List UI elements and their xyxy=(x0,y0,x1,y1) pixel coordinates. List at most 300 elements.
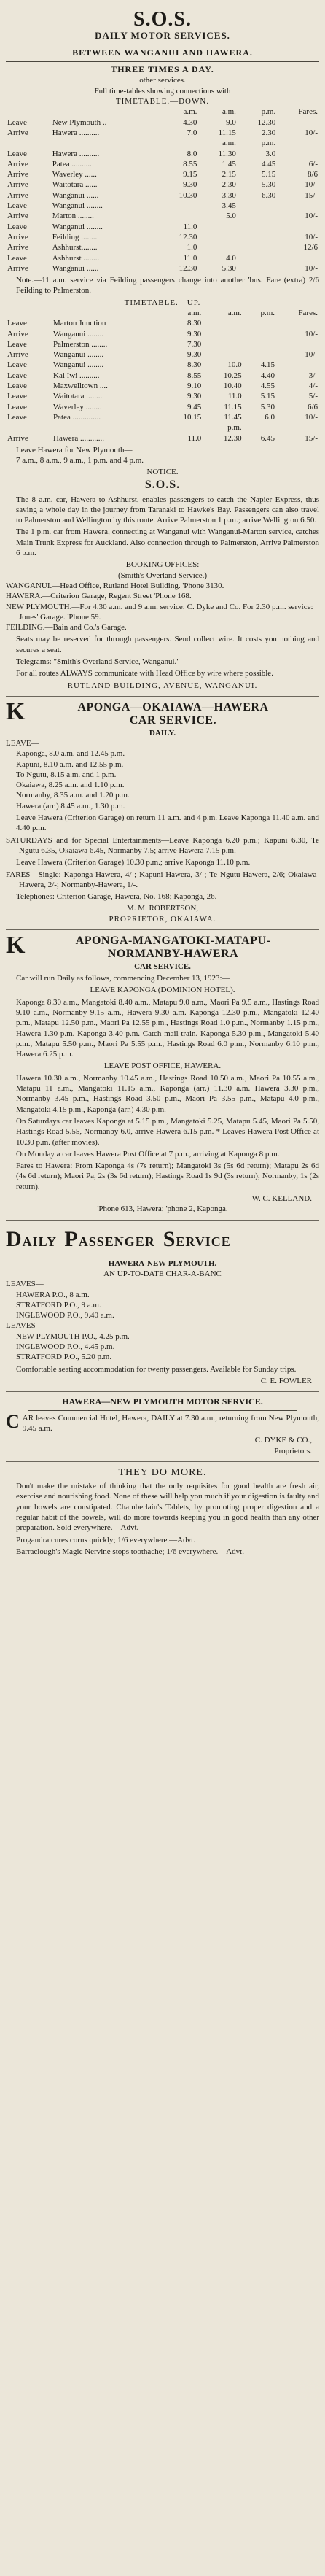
table-cell xyxy=(203,329,243,339)
kaponga-owner: M. M. ROBERTSON, xyxy=(126,904,199,913)
list-item: Normanby, 8.35 a.m. and 1.20 p.m. xyxy=(16,791,130,800)
table-cell: Arrive xyxy=(7,180,28,190)
table-row xyxy=(6,263,319,274)
they-advert xyxy=(6,1462,319,1563)
hnp-cap: C xyxy=(6,1410,20,1432)
table-cell: Feilding ........ xyxy=(52,232,98,241)
list-item: INGLEWOOD P.O., 9.40 a.m. xyxy=(16,1311,114,1320)
table-row xyxy=(6,138,319,148)
table-cell: Arrive xyxy=(7,329,28,339)
table-cell: Leave xyxy=(7,412,27,422)
table-cell: Leave xyxy=(7,382,27,391)
dps-list-1 xyxy=(6,1290,319,1321)
table-row xyxy=(6,412,319,422)
table-cell xyxy=(203,349,243,360)
table-cell: 11.0 xyxy=(187,433,202,443)
table-cell: 3.45 xyxy=(222,201,236,211)
table-cell: 10.15 xyxy=(183,412,202,422)
table-cell: Ashhurst........ xyxy=(52,243,98,252)
table-cell: Arrive xyxy=(7,350,28,360)
table-cell: 3.0 xyxy=(265,149,276,158)
kaponga-title xyxy=(6,697,319,728)
list-item: WANGANUI.—Head Office, Rutland Hotel Building. 'Phone 3130. xyxy=(6,581,224,590)
table-cell: 8.55 xyxy=(183,159,197,169)
table-cell xyxy=(277,222,319,232)
table-cell: 10/- xyxy=(305,329,318,339)
table-row xyxy=(6,232,319,242)
table-cell: 1.0 xyxy=(187,243,197,252)
sos-down-block3 xyxy=(6,201,319,222)
sos-telegrams: Telegrams: "Smith's Overland Service, Wanganui." xyxy=(16,657,180,666)
they-title: THEY DO MORE. xyxy=(118,1466,207,1478)
table-cell: 8.30 xyxy=(187,319,202,328)
table-cell: 9.45 xyxy=(187,402,202,411)
table-cell: 10/- xyxy=(305,212,318,221)
divider xyxy=(28,1410,297,1411)
sos-routes-text: For all routes ALWAYS communicate with Head Office by wire where possible. xyxy=(16,669,273,678)
table-cell xyxy=(276,360,319,370)
table-cell: Waitotara ........ xyxy=(53,392,103,401)
dps-title xyxy=(6,1225,319,1253)
sos-booking-header: BOOKING OFFICES: xyxy=(125,560,200,570)
table-cell: Arrive xyxy=(7,433,28,443)
dps-route: HAWERA-NEW PLYMOUTH. xyxy=(108,1258,217,1268)
table-cell: 10/- xyxy=(305,263,318,273)
table-cell xyxy=(276,318,319,328)
sos-other: other services. xyxy=(139,76,186,85)
table-cell: 10/- xyxy=(305,128,318,137)
table-cell: 3/- xyxy=(308,371,318,380)
table-cell: 9.30 xyxy=(187,329,202,339)
table-cell: 4.30 xyxy=(183,117,197,127)
table-cell: 11.30 xyxy=(218,149,236,158)
table-cell: 5.0 xyxy=(226,212,236,221)
table-cell: Leave xyxy=(7,117,27,127)
table-cell: Wanganui ........ xyxy=(53,329,104,339)
table-cell: Arrive xyxy=(7,232,28,241)
table-cell: Patea .............. xyxy=(53,412,101,422)
table-cell: 8.30 xyxy=(187,360,202,370)
kaponga-saturdays-2: Leave Hawera (Criterion Garage) 10.30 p.m.; arrive Kaponga 11.10 p.m. xyxy=(16,858,251,867)
table-cell: 7.30 xyxy=(187,339,202,349)
table-cell: Marton ........ xyxy=(52,212,94,221)
table-cell xyxy=(277,117,319,128)
kaponga-leave-2: Leave Hawera (Criterion Garage) on return 11 a.m. and 4 p.m. Leave Kaponga 11.40 a.m. and 4.40 p.m. xyxy=(16,813,319,833)
sos-up-last: Leave Hawera for New Plymouth— 7 a.m., 8 a.m., 9 a.m., 1 p.m. and 4 p.m. xyxy=(16,445,144,465)
table-cell: Leave xyxy=(7,360,27,370)
sos-title-2: S.O.S. xyxy=(144,478,181,491)
table-cell: 5.30 xyxy=(222,263,236,273)
table-cell xyxy=(277,149,319,159)
table-cell: Wanganui ........ xyxy=(52,201,103,211)
table-cell xyxy=(243,318,276,328)
list-item: Okaiawa, 8.25 a.m. and 1.10 p.m. xyxy=(16,781,125,790)
sos-up-block1 xyxy=(6,318,319,339)
table-cell xyxy=(159,201,198,211)
kaponga-leave: LEAVE— xyxy=(6,738,39,748)
table-cell: Marton Junction xyxy=(53,319,106,328)
table-cell: 10.0 xyxy=(227,360,242,370)
kaponga-daily: DAILY. xyxy=(149,728,176,738)
table-cell: 2.15 xyxy=(222,170,236,179)
kmm-phone: 'Phone 613, Hawera; 'phone 2, Kaponga. xyxy=(97,1204,228,1214)
table-cell: 10/- xyxy=(305,412,318,422)
table-cell xyxy=(159,138,198,148)
table-cell: Arrive xyxy=(7,128,28,137)
they-progandra: Progandra cures corns quickly; 1/6 everywhere.—Advt. xyxy=(16,1535,195,1544)
dps-aily: AILY xyxy=(22,1234,57,1249)
list-item: INGLEWOOD P.O., 4.45 p.m. xyxy=(16,1342,115,1351)
table-cell: 11.15 xyxy=(218,128,236,137)
list-item: NEW PLYMOUTH P.O., 4.25 p.m. xyxy=(16,1331,130,1341)
dps-owner: C. E. FOWLER xyxy=(260,1376,312,1385)
sos-booking-sub: (Smith's Overland Service.) xyxy=(117,570,208,580)
table-cell: 2.30 xyxy=(222,180,236,190)
sos-subtitle: DAILY MOTOR SERVICES. xyxy=(95,30,230,42)
sos-booking-text: Seats may be reserved for through passengers. Send collect wire. It costs you nothing and secures a seat. xyxy=(16,635,319,654)
sos-down-block4 xyxy=(6,222,319,253)
table-cell: Waitotara ...... xyxy=(52,180,98,190)
table-cell: p.m. xyxy=(261,107,276,117)
table-cell: 11.45 xyxy=(224,412,242,422)
table-cell: 9.30 xyxy=(187,350,202,360)
table-cell: 8.0 xyxy=(187,149,197,158)
sos-route: BETWEEN WANGANUI AND HAWERA. xyxy=(72,47,253,58)
table-cell xyxy=(159,211,198,221)
table-cell xyxy=(198,242,238,252)
table-cell: 9.0 xyxy=(226,117,236,127)
sos-down-block1 xyxy=(6,117,319,149)
hnp-owner: C. DYKE & CO., xyxy=(254,1436,312,1445)
table-cell: 5.30 xyxy=(261,180,276,190)
table-cell xyxy=(238,232,277,242)
dps-leaves-1: LEAVES— xyxy=(6,1280,44,1289)
kmm-leave-post: LEAVE POST OFFICE, HAWERA. xyxy=(103,1061,222,1071)
table-cell xyxy=(277,253,319,263)
list-item: Hawera (arr.) 8.45 a.m., 1.30 p.m. xyxy=(16,801,125,811)
kmm-dropcap: K xyxy=(6,932,26,959)
table-cell xyxy=(243,349,276,360)
table-cell: p.m. xyxy=(227,423,242,433)
table-cell xyxy=(243,329,276,339)
sos-advert xyxy=(6,4,319,697)
sos-booking-list xyxy=(6,581,319,633)
table-cell: Wanganui ...... xyxy=(52,263,99,273)
table-cell: 10/- xyxy=(305,350,318,360)
table-cell xyxy=(52,422,162,433)
sos-up-block2 xyxy=(6,339,319,360)
table-cell: 4.40 xyxy=(260,371,275,380)
they-text: Don't make the mistake of thinking that the only requisites for good health are fresh air, exercise and nourishing food. None of these will help you much if your digestion is faulty and your bowels are constipated. Chamberlain's Tablets, by promoting proper digestion and a regular habit of the bowels, will do more towards keeping you in good health than any other preparation. Sold everywhere.—Advt. xyxy=(16,1482,319,1533)
table-cell xyxy=(203,339,243,349)
table-cell: Palmerston ........ xyxy=(53,339,108,349)
kmm-monday: On Monday a car leaves Hawera Post Office at 7 p.m., arriving at Kaponga 8 p.m. xyxy=(16,1149,280,1159)
table-cell: 6.30 xyxy=(261,190,276,200)
table-cell: Hawera .......... xyxy=(52,128,100,137)
table-cell: p.m. xyxy=(260,309,275,317)
sos-down-header: TIMETABLE.—DOWN. xyxy=(115,97,210,107)
kmm-car-service: CAR SERVICE. xyxy=(134,962,191,971)
table-row xyxy=(6,190,319,201)
table-cell: Leave xyxy=(7,319,27,328)
table-cell: a.m. xyxy=(222,107,236,117)
table-row xyxy=(6,179,319,190)
table-cell: 5.15 xyxy=(261,170,276,179)
table-cell: p.m. xyxy=(261,139,276,148)
table-row xyxy=(6,253,319,263)
table-cell: Leave xyxy=(7,201,27,211)
table-cell xyxy=(162,422,203,433)
table-cell: Leave xyxy=(7,222,27,231)
hnp-body xyxy=(6,1410,319,1434)
table-cell: 4.45 xyxy=(261,159,276,169)
table-cell xyxy=(238,222,277,232)
divider xyxy=(6,61,319,62)
dps-assenger: ASSENGER xyxy=(78,1234,155,1249)
kmm-title-text: APONGA-MANGATOKI-MATAPU- xyxy=(75,935,271,948)
sos-title: S.O.S. xyxy=(133,8,192,31)
table-cell: 8.55 xyxy=(187,371,202,380)
kaponga-advert xyxy=(6,697,319,930)
kmm-title-2: NORMANBY-HAWERA xyxy=(107,948,239,961)
table-cell: Fares. xyxy=(298,107,318,117)
sos-down-note: Note.—11 a.m. service via Feilding passengers change into another 'bus. Fare (extra) 2/6 Feilding to Palmerston. xyxy=(16,276,319,295)
table-row xyxy=(6,242,319,252)
table-cell: Hawera .......... xyxy=(52,149,100,158)
table-cell xyxy=(51,138,159,148)
dps-s: S xyxy=(162,1226,176,1251)
dps-advert xyxy=(6,1221,319,1393)
table-cell: 4.0 xyxy=(226,253,236,263)
table-cell: 2.30 xyxy=(261,128,276,137)
table-row xyxy=(6,371,319,381)
table-cell xyxy=(6,422,52,433)
list-item: To Ngutu, 8.15 a.m. and 1 p.m. xyxy=(16,770,117,779)
sos-notice-heading: NOTICE. xyxy=(146,468,179,477)
table-cell xyxy=(51,107,159,117)
table-row xyxy=(6,391,319,401)
list-item: STRATFORD P.O., 5.20 p.m. xyxy=(16,1353,112,1362)
kaponga-title-2: CAR SERVICE. xyxy=(129,714,217,727)
kmm-leave-post-text: Hawera 10.30 a.m., Normanby 10.45 a.m., Hastings Road 10.50 a.m., Maori Pa 10.55 a.m., Matapu 11 a.m., Mangatoki 11.15 a.m., Kaponga (arr.) 11.30 a.m. Hawera 3.30 p.m., Normanby 3.45 p.m., Hastings Road 3.50 p.m., Maori Pa 3.55 p.m., Matapu 4.0 p.m., Mangatoki 4.15 p.m., Kaponga (arr.) 4.30 p.m. xyxy=(16,1073,319,1114)
kmm-owner: W. C. KELLAND. xyxy=(251,1194,312,1204)
table-cell: Waverley ........ xyxy=(53,402,102,411)
table-row xyxy=(6,107,319,117)
table-cell: 10/- xyxy=(305,232,318,241)
table-row xyxy=(6,149,319,159)
table-cell: Leave xyxy=(7,149,27,158)
table-cell: 15/- xyxy=(305,190,318,200)
table-cell xyxy=(277,201,319,211)
list-item: NEW PLYMOUTH.—For 4.30 a.m. and 9 a.m. service: C. Dyke and Co. For 2.30 p.m. service: Jones' Garage. 'Phone 59. xyxy=(6,602,313,622)
sos-up-table xyxy=(6,308,319,444)
hnp-proprietors: Proprietors. xyxy=(274,1446,312,1455)
kmm-leave-text: Kaponga 8.30 a.m., Mangatoki 8.40 a.m., Matapu 9.0 a.m., Maori Pa 9.5 a.m., Hastings Road 9.10 a.m., Normanby 9.15 a.m., Hawera 9.30 a.m. Kaponga 12.30 p.m., Mangatoki 12.40 p.m., Matapu 12.50 p.m., Maori Pa 12.55 p.m., Hastings Road 1.0 p.m., Normanby 1.15 p.m., Hawera 1.30 p.m. Kaponga 3.40 p.m. Catch mail train. Kaponga 5.30 p.m., Mangatoki 5.40 p.m., Matapu 5.50 p.m., Maori Pa 5.55 p.m., Hastings Road 6.0 p.m., Normanby 6.10 p.m., Hawera 6.25 p.m. xyxy=(16,997,319,1059)
dps-list-2 xyxy=(6,1331,319,1363)
table-cell: Arrive xyxy=(7,159,28,169)
table-row xyxy=(6,402,319,412)
table-row xyxy=(6,117,319,128)
table-cell: 6.0 xyxy=(265,412,275,422)
table-cell: 10.40 xyxy=(223,382,242,391)
table-cell: 11.0 xyxy=(183,222,197,231)
table-cell: a.m. xyxy=(183,107,197,117)
table-cell xyxy=(238,201,277,211)
table-row xyxy=(6,329,319,339)
table-cell: Leave xyxy=(7,371,27,380)
table-cell: Patea .......... xyxy=(52,159,92,169)
table-cell: 12/6 xyxy=(303,243,318,252)
table-cell: Leave xyxy=(7,392,27,401)
table-cell: 6/- xyxy=(308,159,318,169)
table-cell: Kai Iwi .......... xyxy=(53,371,100,380)
table-cell: 4.55 xyxy=(260,382,275,391)
table-cell: 11.0 xyxy=(227,392,242,401)
sos-notice-text: The 8 a.m. car, Hawera to Ashhurst, enables passengers to catch the Napier Express, thus saving a whole day in the journey from Taranaki to Hawke's Bay. Passengers can also travel to Palmerston and Wellington by this route. Arrive Palmerston 1 p.m.; arrive Wellington 6.50. xyxy=(16,495,319,525)
kmm-fares: Fares to Hawera: From Kaponga 4s (7s return); Mangatoki 3s (5s 6d return); Matapu 2s 6d (4s 6d return); Maori Pa, 2s (3s 6d return); Hastings Road 1s 9d (3s return); Normanby, 1s (2s return). xyxy=(16,1161,319,1191)
table-cell: 5.15 xyxy=(260,392,275,401)
table-cell xyxy=(276,339,319,349)
table-cell: 4.15 xyxy=(260,360,275,370)
table-cell xyxy=(243,422,276,433)
table-cell: 4/- xyxy=(308,382,318,391)
table-cell: a.m. xyxy=(187,309,202,317)
sos-up-header: TIMETABLE.—UP. xyxy=(124,298,201,307)
table-cell: 9.10 xyxy=(187,382,202,391)
table-row xyxy=(6,381,319,391)
dps-ervice: ERVICE xyxy=(176,1234,231,1249)
table-cell xyxy=(238,211,277,221)
table-cell xyxy=(238,263,277,274)
table-cell: 6.45 xyxy=(260,433,275,443)
sos-up-block3 xyxy=(6,360,319,443)
kaponga-list xyxy=(6,749,319,811)
table-cell: a.m. xyxy=(222,139,236,148)
table-cell: Arrive xyxy=(7,212,28,221)
table-cell: 6/6 xyxy=(307,402,318,411)
table-cell xyxy=(6,107,51,117)
kaponga-dropcap: K xyxy=(6,697,26,725)
table-cell: 12.30 xyxy=(179,263,197,273)
table-row xyxy=(6,318,319,328)
table-cell: 7.0 xyxy=(187,128,197,137)
kmm-title xyxy=(6,932,319,962)
table-cell: Wanganui ........ xyxy=(53,360,104,370)
sos-down-block2 xyxy=(6,149,319,201)
table-cell xyxy=(6,138,51,148)
table-row xyxy=(6,211,319,221)
sos-frequency: THREE TIMES A DAY. xyxy=(111,63,214,74)
table-row xyxy=(6,360,319,370)
list-item: FEILDING.—Bain and Co.'s Garage. xyxy=(6,623,127,633)
table-row xyxy=(6,433,319,444)
table-cell: Arrive xyxy=(7,190,28,200)
table-cell: New Plymouth .. xyxy=(52,117,107,127)
table-cell: 9.30 xyxy=(183,180,197,190)
table-cell xyxy=(198,222,238,232)
table-row xyxy=(6,201,319,211)
sos-timetables-note: Full time-tables showing connections with xyxy=(94,86,231,96)
dps-comfort: Comfortable seating accommodation for twenty passengers. Available for Sunday trips. xyxy=(16,1364,297,1374)
table-cell: Maxwelltown .... xyxy=(53,382,108,391)
table-cell: 10.30 xyxy=(179,190,197,200)
table-cell: 5/- xyxy=(308,392,318,401)
table-cell: Wanganui ........ xyxy=(53,350,104,360)
table-cell: 9.30 xyxy=(187,392,202,401)
table-cell: Wanganui ........ xyxy=(52,222,103,231)
table-cell: 12.30 xyxy=(223,433,242,443)
sos-down-cols xyxy=(6,107,319,117)
sos-down-block5 xyxy=(6,253,319,274)
table-cell: 15/- xyxy=(305,433,318,443)
sos-up-cols xyxy=(6,308,319,318)
table-cell: a.m. xyxy=(227,309,242,317)
table-cell: Arrive xyxy=(7,170,28,179)
table-cell: Wanganui ...... xyxy=(52,190,99,200)
dps-leaves-2: LEAVES— xyxy=(6,1321,44,1331)
table-cell: 11.15 xyxy=(224,402,242,411)
table-cell: Arrive xyxy=(7,243,28,252)
table-row xyxy=(6,222,319,232)
table-cell: Fares. xyxy=(298,309,318,317)
hnp-advert xyxy=(6,1392,319,1462)
table-row xyxy=(6,169,319,179)
table-cell: Leave xyxy=(7,339,27,349)
list-item: HAWERA P.O., 8 a.m. xyxy=(16,1290,90,1299)
list-item: Kapuni, 8.10 a.m. and 12.55 p.m. xyxy=(16,759,124,769)
kaponga-title-text: APONGA—OKAIAWA—HAWERA xyxy=(77,700,269,713)
kmm-advert xyxy=(6,930,319,1221)
table-row xyxy=(6,422,319,433)
table-cell xyxy=(276,422,319,433)
table-cell: Waverley ...... xyxy=(52,170,97,179)
table-cell: Hawera ............ xyxy=(53,433,104,443)
table-cell: 10.25 xyxy=(223,371,242,380)
they-barraclough: Barraclough's Magic Nervine stops toothache; 1/6 everywhere.—Advt. xyxy=(16,1547,244,1556)
table-cell: 12.30 xyxy=(257,117,276,127)
table-cell xyxy=(6,308,52,318)
table-cell xyxy=(203,318,243,328)
sos-notice-text-2: The 1 p.m. car from Hawera, connecting at Wanganui with Wanganui-Marton service, catches Main Trunk Express for Auckland. Also connection through to Palmerston, Arrive Palmerston 6 p.m. xyxy=(16,527,319,558)
table-cell: Leave xyxy=(7,402,27,411)
kmm-intro: Car will run Daily as follows, commencing December 13, 1923:— xyxy=(16,974,230,983)
table-cell: 10/- xyxy=(305,180,318,190)
table-row xyxy=(6,308,319,318)
kaponga-proprietor: PROPRIETOR, OKAIAWA. xyxy=(109,914,216,924)
kaponga-saturdays: SATURDAYS and for Special Entertainments—Leave Kaponga 6.20 p.m.; Kapuni 6.30, Te Ngutu 6.35, Okaiawa 6.45, Normanby 7.5; arrive Hawera 7.15 p.m. xyxy=(6,835,319,855)
kmm-saturdays: On Saturdays car leaves Kaponga at 5.15 p.m., Mangatoki 5.25, Matapu 5.45, Maori Pa 5.50, Hastings Road 5.55, Normanby 6.0, arrive Hawera 6.15 p.m. * Leaves Hawera Post Office at 10.30 p.m. (after movies). xyxy=(16,1116,319,1147)
table-row xyxy=(6,159,319,169)
table-cell xyxy=(243,339,276,349)
table-cell: 5.30 xyxy=(260,402,275,411)
kaponga-telephones: Telephones: Criterion Garage, Hawera, No. 168; Kaponga, 26. xyxy=(16,892,217,902)
table-row xyxy=(6,339,319,349)
hnp-text: AR leaves Commercial Hotel, Hawera, DAILY at 7.30 a.m., returning from New Plymouth, 9.45 a.m. xyxy=(22,1413,319,1434)
table-cell xyxy=(198,232,238,242)
table-cell xyxy=(277,138,319,148)
list-item: Kaponga, 8.0 a.m. and 12.45 p.m. xyxy=(16,749,125,759)
table-row xyxy=(6,349,319,360)
hnp-title: HAWERA—NEW PLYMOUTH MOTOR SERVICE. xyxy=(62,1396,263,1407)
table-row xyxy=(6,128,319,138)
dps-d: D xyxy=(6,1226,23,1251)
dps-p: P xyxy=(64,1226,79,1251)
table-cell: Ashhurst ........ xyxy=(52,253,100,263)
list-item: HAWERA.—Criterion Garage, Regent Street 'Phone 168. xyxy=(6,592,192,601)
list-item: STRATFORD P.O., 9 a.m. xyxy=(16,1300,101,1310)
table-cell: 8/6 xyxy=(307,170,318,179)
table-cell xyxy=(238,253,277,263)
